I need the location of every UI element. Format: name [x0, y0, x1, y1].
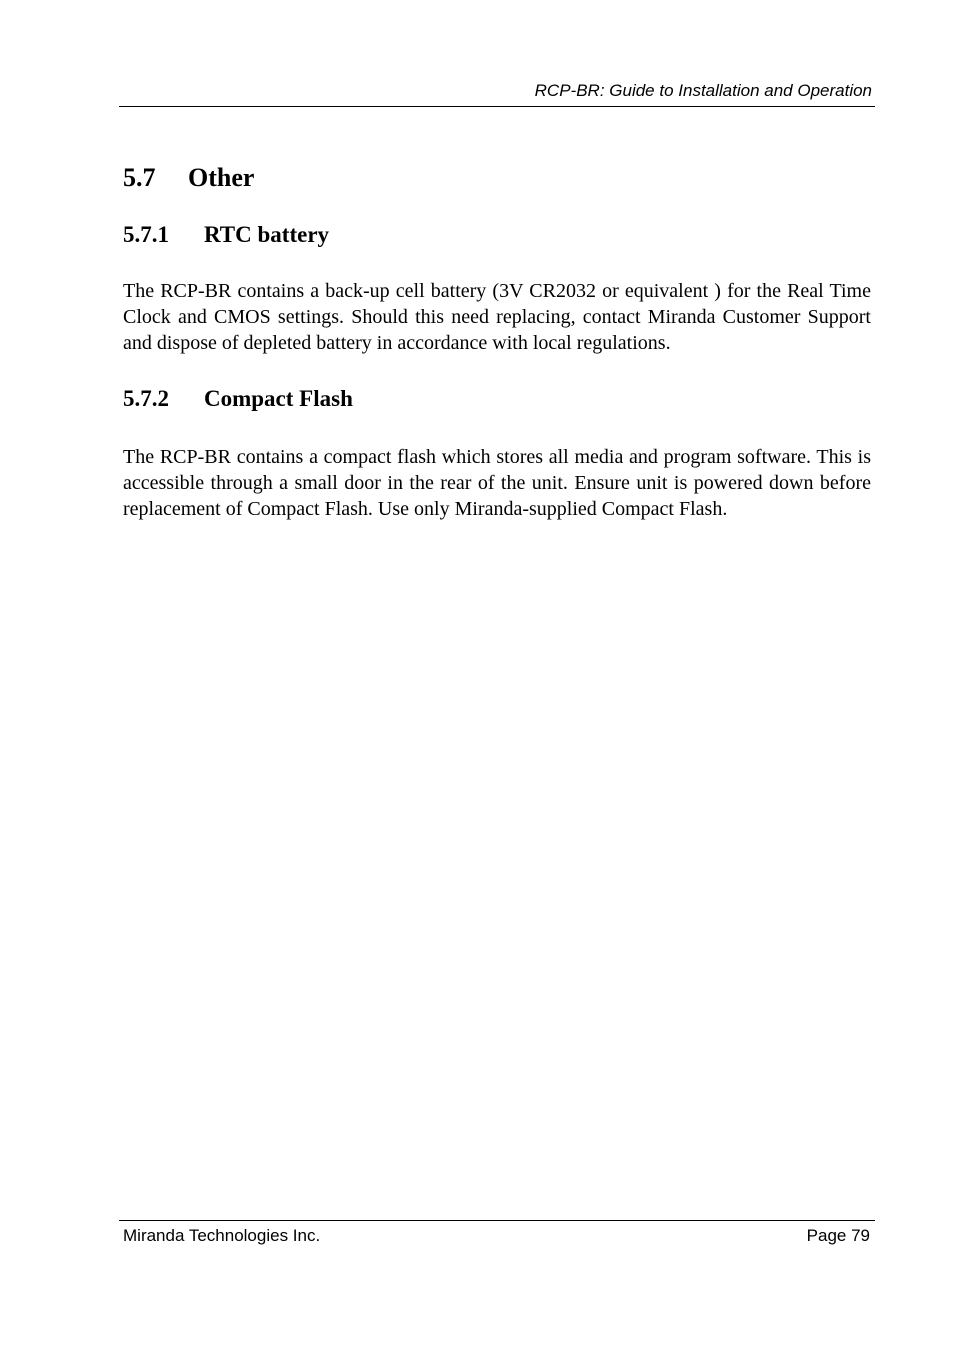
subsection-title: Compact Flash: [204, 386, 353, 411]
subsection-number: 5.7.2: [123, 386, 169, 411]
footer-company: Miranda Technologies Inc.: [123, 1226, 321, 1245]
subsection-heading-rtc-battery: [123, 220, 871, 250]
subsection-number: 5.7.1: [123, 222, 169, 247]
rtc-battery-paragraph: The RCP-BR contains a back-up cell battery (3V CR2032 or equivalent ) for the Real Time Clock and CMOS settings. Should this need replacing, contact Miranda Customer Support and dispose of depleted battery in accordance with local regulations.: [123, 280, 871, 354]
footer-page-number: Page 79: [806, 1226, 870, 1245]
subsection-title: RTC battery: [204, 222, 330, 247]
section-heading: [123, 161, 871, 197]
page-header: [119, 80, 875, 107]
subsection-heading-compact-flash: [123, 384, 871, 414]
header-title: RCP-BR: Guide to Installation and Operation: [534, 81, 872, 100]
section-title: Other: [188, 163, 255, 192]
page-content: [123, 161, 871, 522]
page-footer: [119, 1220, 875, 1245]
compact-flash-paragraph: The RCP-BR contains a compact flash which stores all media and program software. This is accessible through a small door in the rear of the unit. Ensure unit is powered down before replacement of Compact Flash. Use only Miranda-supplied Compact Flash.: [123, 446, 871, 520]
section-number: 5.7: [123, 163, 156, 192]
